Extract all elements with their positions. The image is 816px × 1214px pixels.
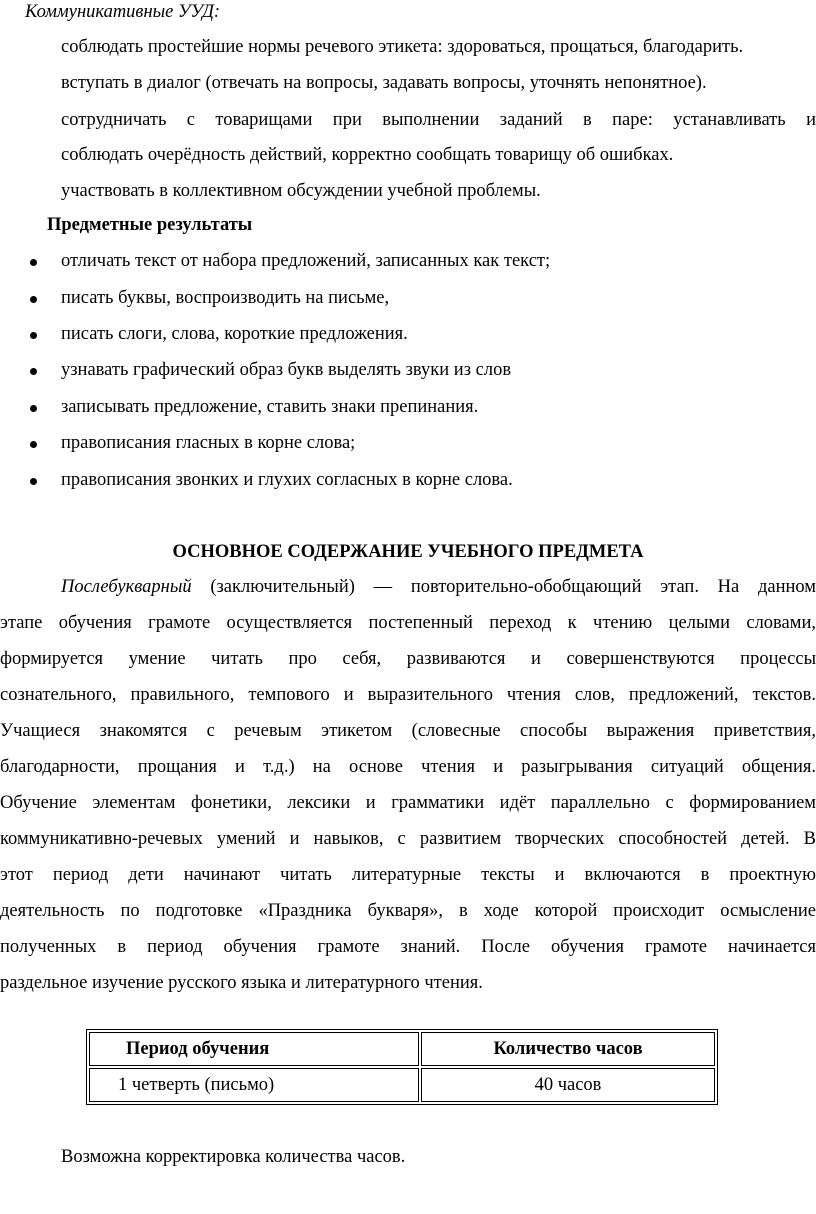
table-header-cell: Период обучения	[89, 1032, 419, 1066]
note-text: Возможна корректировка количества часов.	[61, 1147, 406, 1167]
paragraph-line: деятельность по подготовке «Праздника букваря», в ходе которой происходит осмысление	[0, 901, 816, 921]
uud-item-3: сотрудничать с товарищами при выполнении заданий в паре: устанавливать и	[61, 110, 816, 130]
list-item-text: узнавать графический образ букв выделять звуки из слов	[61, 360, 512, 380]
list-item-text: правописания гласных в корне слова;	[61, 433, 356, 453]
hours-table	[86, 1029, 718, 1105]
section-title: ОСНОВНОЕ СОДЕРЖАНИЕ УЧЕБНОГО ПРЕДМЕТА	[172, 542, 644, 562]
paragraph-first-line	[61, 575, 816, 599]
subject-results-heading: Предметные результаты	[47, 215, 253, 235]
bullet-icon	[30, 332, 37, 339]
bullet-icon	[30, 296, 37, 303]
paragraph-first-word: Послебукварный	[61, 577, 192, 597]
paragraph-line: этот период дети начинают читать литературные тексты и включаются в проектную	[0, 865, 816, 885]
table-cell: 40 часов	[421, 1068, 715, 1102]
table-row	[89, 1068, 715, 1102]
uud-item-2: вступать в диалог (отвечать на вопросы, задавать вопросы, уточнять непонятное).	[61, 73, 707, 93]
paragraph-line: этапе обучения грамоте осуществляется постепенный переход к чтению целыми словами,	[0, 613, 816, 633]
bullet-icon	[30, 441, 37, 448]
paragraph-line: Обучение элементам фонетики, лексики и грамматики идёт параллельно с формированием	[0, 793, 816, 813]
table-header-cell: Количество часов	[421, 1032, 715, 1066]
communicative-uud-heading: Коммуникативные УУД:	[25, 2, 221, 22]
paragraph-line: Учащиеся знакомятся с речевым этикетом (словесные способы выражения приветствия,	[0, 721, 816, 741]
bullet-icon	[30, 405, 37, 412]
paragraph-line: сознательного, правильного, темпового и выразительного чтения слов, предложений, текстов.	[0, 685, 816, 705]
paragraph-line: коммуникативно-речевых умений и навыков, с развитием творческих способностей детей. В	[0, 829, 816, 849]
paragraph-line: формируется умение читать про себя, развиваются и совершенствуются процессы	[0, 649, 816, 669]
list-item-text: отличать текст от набора предложений, записанных как текст;	[61, 251, 551, 271]
paragraph-last-line: раздельное изучение русского языка и литературного чтения.	[0, 973, 483, 993]
bullet-icon	[30, 478, 37, 485]
list-item-text: писать буквы, воспроизводить на письме,	[61, 288, 390, 308]
list-item-text: записывать предложение, ставить знаки препинания.	[61, 397, 479, 417]
paragraph-first-line-text: (заключительный) — повторительно-обобщающий этап. На данном	[210, 577, 816, 597]
uud-item-4: участвовать в коллективном обсуждении учебной проблемы.	[61, 181, 541, 201]
table-header-row	[89, 1032, 715, 1066]
uud-item-1: соблюдать простейшие нормы речевого этикета: здороваться, прощаться, благодарить.	[61, 37, 744, 57]
bullet-icon	[30, 259, 37, 266]
list-item-text: правописания звонких и глухих согласных в корне слова.	[61, 470, 513, 490]
paragraph-line: полученных в период обучения грамоте знаний. После обучения грамоте начинается	[0, 937, 816, 957]
list-item-text: писать слоги, слова, короткие предложения.	[61, 324, 408, 344]
bullet-icon	[30, 368, 37, 375]
paragraph-line: благодарности, прощания и т.д.) на основе чтения и разыгрывания ситуаций общения.	[0, 757, 816, 777]
uud-item-3-cont: соблюдать очерёдность действий, корректно сообщать товарищу об ошибках.	[61, 145, 674, 165]
table-cell: 1 четверть (письмо)	[89, 1068, 419, 1102]
